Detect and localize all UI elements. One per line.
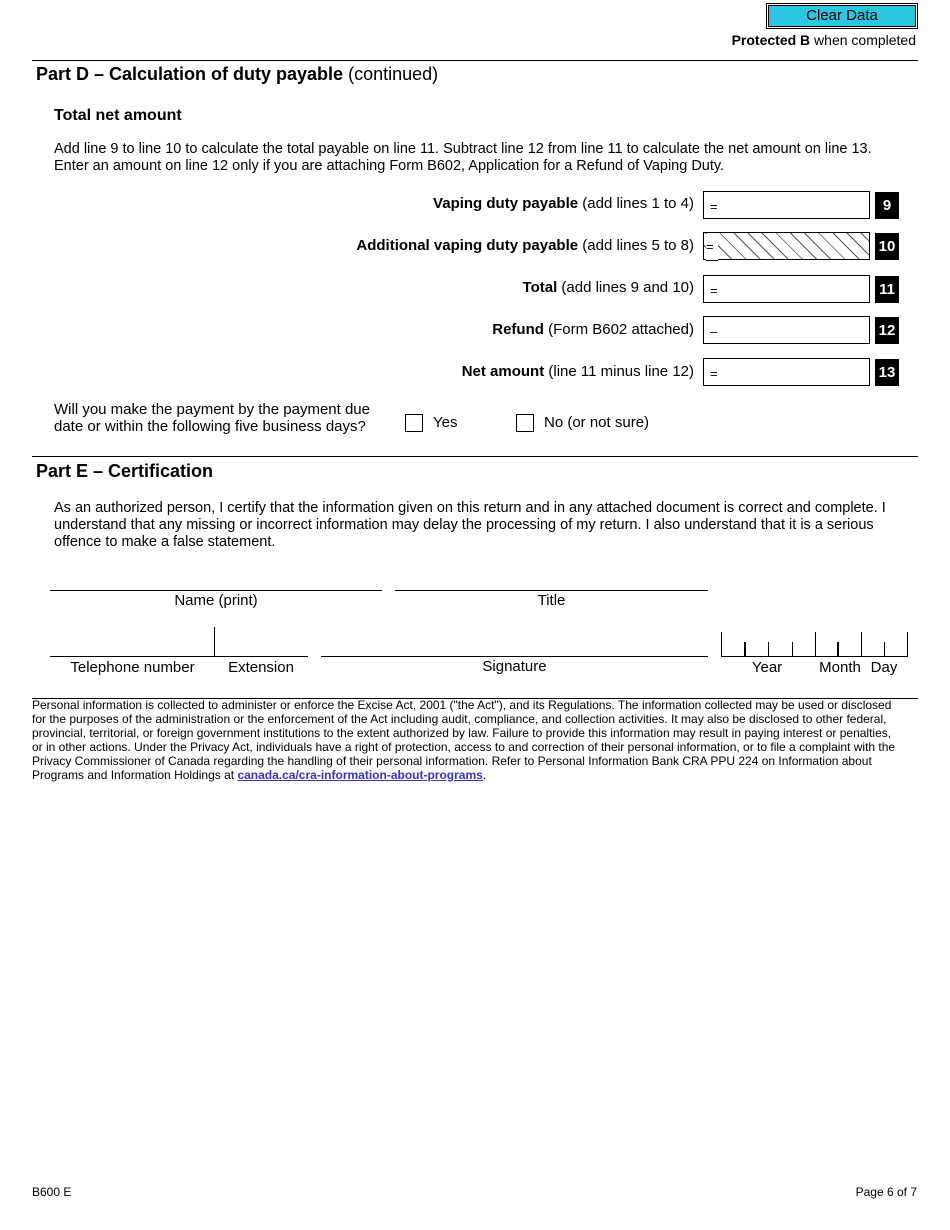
line-10-label-bold: Additional vaping duty payable [356, 237, 579, 254]
privacy-link[interactable]: canada.ca/cra-information-about-programs [237, 768, 483, 782]
day-label: Day [870, 659, 898, 676]
line-13-label-rest: (line 11 minus line 12) [544, 363, 694, 380]
line-9-operator: = [710, 199, 718, 214]
date-tick [768, 642, 769, 656]
line-12-number: 12 [875, 317, 899, 344]
line-12-label-bold: Refund [492, 321, 544, 338]
protected-suffix: when completed [810, 32, 916, 48]
line-10-label-rest: (add lines 5 to 8) [578, 237, 694, 254]
part-e-divider [32, 456, 918, 457]
payment-question-line-2: date or within the following five business days? [54, 418, 366, 435]
date-tick [837, 642, 839, 656]
name-input[interactable] [50, 590, 382, 591]
top-divider [32, 60, 918, 61]
protected-notice [732, 32, 916, 48]
payment-question-line-1: Will you make the payment by the payment due [54, 401, 370, 418]
part-e-title: Part E – Certification [36, 461, 214, 481]
no-label: No (or not sure) [544, 414, 650, 431]
line-9-label-bold: Vaping duty payable [433, 195, 579, 212]
line-12-label [34, 321, 694, 338]
privacy-text: Personal information is collected to administer or enforce the Excise Act, 2001 ("the Act"), and its Regulations. The information collected may be used or disclosed for the purposes of the administration or the enforcement of the Act including audit, compliance, and collection activities. It may also be disclosed to other federal, provincial, territorial, or foreign government institutions to the extent authorized by law. Failure to provide this information may result in paying interest or penalties, or in other actions. Under the Privacy Act, individuals have a right of protection, access to and correction of their personal information, or to file a complaint with the Privacy Commissioner of Canada regarding the handling of their personal information. Refer to Personal Information Bank CRA PPU 224 on Information about Programs and Information Holdings at [32, 698, 896, 782]
title-input[interactable] [395, 590, 708, 591]
privacy-notice [32, 698, 902, 782]
date-tick [744, 642, 746, 656]
signature-label: Signature [482, 658, 547, 675]
date-tick [907, 632, 908, 656]
line-13-operator: = [710, 366, 718, 381]
yes-checkbox[interactable] [405, 414, 423, 432]
line-9-label-rest: (add lines 1 to 4) [578, 195, 694, 212]
date-tick [815, 632, 816, 656]
date-input[interactable] [721, 656, 908, 657]
protected-label: Protected B [731, 32, 811, 48]
payment-question [54, 401, 399, 435]
page-number: Page 6 of 7 [855, 1185, 917, 1199]
date-tick [721, 632, 722, 656]
line-11-number: 11 [875, 276, 899, 303]
line-12-operator: – [710, 324, 718, 339]
date-tick [861, 632, 862, 656]
clear-data-button[interactable]: Clear Data [768, 5, 916, 27]
total-net-amount-heading: Total net amount [54, 107, 182, 124]
line-13-label [34, 363, 694, 380]
line-10-operator: = [706, 234, 718, 261]
line-11-operator: = [710, 283, 718, 298]
line-13-input[interactable] [703, 358, 870, 386]
certification-statement: As an authorized person, I certify that the information given on this return and in any attached document is correct and complete. I understand that any missing or incorrect information may delay the processing of my return. I also understand that it is a serious offence to make a false statement. [54, 500, 886, 550]
date-tick [884, 642, 885, 656]
line-13-number: 13 [875, 359, 899, 386]
line-10-number: 10 [875, 233, 899, 260]
extension-separator [214, 627, 215, 656]
extension-label: Extension [228, 659, 294, 676]
line-11-label-bold: Total [522, 279, 558, 296]
part-d-title-main: Part D – Calculation of duty payable [36, 64, 344, 84]
year-label: Year [751, 659, 783, 676]
line-9-number: 9 [875, 192, 899, 219]
form-id: B600 E [32, 1185, 72, 1199]
line-10-label [34, 237, 694, 254]
telephone-input[interactable] [50, 656, 308, 657]
privacy-end: . [482, 768, 487, 782]
line-12-input[interactable] [703, 316, 870, 344]
month-label: Month [819, 659, 861, 676]
yes-label: Yes [433, 414, 458, 431]
telephone-label: Telephone number [70, 659, 195, 676]
line-11-label [34, 279, 694, 296]
line-9-label [34, 195, 694, 212]
title-label: Title [537, 592, 566, 609]
part-d-instructions: Add line 9 to line 10 to calculate the total payable on line 11. Subtract line 12 from line 11 to calculate the net amount on line 13. Enter an amount on line 12 only if you are attaching Form B602, Application for a Refund of Vaping Duty. [54, 141, 872, 174]
no-checkbox[interactable] [516, 414, 534, 432]
signature-input[interactable] [321, 656, 708, 657]
line-12-label-rest: (Form B602 attached) [543, 321, 694, 338]
name-label: Name (print) [174, 592, 258, 609]
line-11-input[interactable] [703, 275, 870, 303]
line-11-label-rest: (add lines 9 and 10) [557, 279, 694, 296]
line-9-input[interactable] [703, 191, 870, 219]
date-tick [792, 642, 793, 656]
part-d-title-suffix: (continued) [343, 64, 439, 84]
part-d-title [36, 64, 438, 85]
line-10-input[interactable] [703, 232, 870, 260]
line-13-label-bold: Net amount [461, 363, 545, 380]
